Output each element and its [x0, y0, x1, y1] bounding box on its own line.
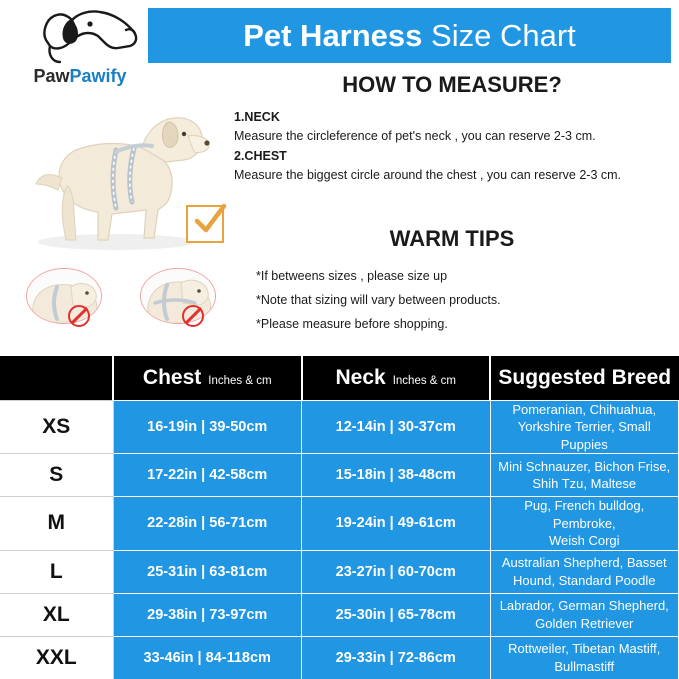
prohibited-icon-2	[182, 305, 204, 327]
th-neck	[302, 356, 491, 400]
table-row	[0, 497, 679, 551]
th-breed-label: Suggested Breed	[498, 365, 672, 389]
cell-chest: 22-28in | 56-71cm	[113, 497, 302, 551]
cell-chest: 33-46in | 84-118cm	[113, 636, 302, 679]
header-banner	[148, 8, 671, 63]
cell-breed-line1: Mini Schnauzer, Bichon Frise,	[498, 458, 671, 474]
warm-tip-line: *If betweens sizes , please size up	[256, 269, 448, 283]
warm-tips-title: WARM TIPS	[389, 226, 515, 251]
th-neck-sub: Inches & cm	[392, 374, 456, 387]
table-row	[0, 593, 679, 636]
table-header-row	[0, 356, 679, 400]
incorrect-fit-photo-1	[26, 268, 102, 324]
cell-size: L	[0, 550, 113, 593]
cell-size: XL	[0, 593, 113, 636]
th-size	[0, 356, 113, 400]
prohibited-icon-1	[68, 305, 90, 327]
incorrect-fit-photo-2	[140, 268, 216, 324]
cell-breed-line2: Weish Corgi	[548, 533, 620, 549]
page-title-light: Size Chart	[431, 17, 576, 53]
cell-breed	[490, 497, 679, 551]
cell-chest: 16-19in | 39-50cm	[113, 400, 302, 454]
cell-chest: 17-22in | 42-58cm	[113, 454, 302, 497]
warm-tip-line: *Please measure before shopping.	[256, 316, 448, 331]
cell-breed-line2: Hound, Standard Poodle	[513, 572, 656, 588]
size-table	[0, 356, 679, 679]
cell-size: M	[0, 497, 113, 551]
brand-name	[14, 66, 146, 87]
th-breed	[490, 356, 679, 400]
size-table-wrapper	[0, 356, 679, 679]
table-row	[0, 636, 679, 679]
brand-logo	[14, 4, 146, 90]
cell-breed-line1: Pug, French bulldog, Pembroke,	[524, 498, 645, 531]
cell-breed	[490, 454, 679, 497]
cell-breed-line1: Rottweiler, Tibetan Mastiff,	[508, 641, 661, 657]
cell-breed-line2: Golden Retriever	[535, 615, 634, 631]
dog-head-icon	[38, 4, 142, 66]
cell-size: S	[0, 454, 113, 497]
cell-chest: 25-31in | 63-81cm	[113, 550, 302, 593]
table-row	[0, 454, 679, 497]
how-to-measure-title: HOW TO MEASURE?	[342, 72, 562, 97]
cell-neck: 15-18in | 38-48cm	[302, 454, 491, 497]
th-chest-sub: Inches & cm	[208, 374, 272, 387]
cell-breed	[490, 593, 679, 636]
cell-neck: 23-27in | 60-70cm	[302, 550, 491, 593]
brand-name-part2: Pawify	[69, 66, 127, 86]
measure-step-2-label: 2.CHEST	[234, 148, 287, 163]
cell-breed-line1: Australian Shepherd, Basset	[501, 555, 667, 571]
measure-step-1-label: 1.NECK	[234, 110, 280, 124]
cell-size: XXL	[0, 636, 113, 679]
size-table-head	[0, 356, 679, 400]
checkmark-icon	[190, 200, 230, 240]
th-chest-main: Chest	[142, 365, 202, 389]
measure-step-2-text: Measure the biggest circle around the chest , you can reserve 2-3 cm.	[234, 168, 621, 183]
th-chest	[113, 356, 302, 400]
cell-chest: 29-38in | 73-97cm	[113, 593, 302, 636]
cell-breed	[490, 550, 679, 593]
cell-breed	[490, 636, 679, 679]
size-table-body	[0, 400, 679, 679]
cell-breed	[490, 400, 679, 454]
th-neck-main: Neck	[335, 365, 386, 389]
cell-neck: 29-33in | 72-86cm	[302, 636, 491, 679]
cell-breed-line1: Labrador, German Shepherd,	[499, 598, 669, 614]
page-title-bold: Pet Harness	[243, 17, 423, 53]
cell-neck: 25-30in | 65-78cm	[302, 593, 491, 636]
cell-breed-line2: Shih Tzu, Maltese	[532, 476, 637, 492]
cell-neck: 19-24in | 49-61cm	[302, 497, 491, 551]
table-row	[0, 400, 679, 454]
cell-size: XS	[0, 400, 113, 454]
warm-tip-line: *Note that sizing will vary between products.	[256, 292, 501, 307]
cell-breed-line2: Bullmastiff	[554, 658, 615, 674]
page-title	[243, 18, 576, 54]
brand-name-part1: Paw	[33, 66, 70, 86]
cell-neck: 12-14in | 30-37cm	[302, 400, 491, 454]
cell-breed-line1: Pomeranian, Chihuahua,	[512, 401, 657, 417]
cell-breed-line2: Yorkshire Terrier, Small Puppies	[517, 419, 651, 452]
how-to-measure-body	[234, 108, 674, 186]
warm-tips-body	[256, 265, 676, 336]
measure-step-1-text: Measure the circleference of pet's neck , you can reserve 2-3 cm.	[234, 129, 596, 144]
table-row	[0, 550, 679, 593]
